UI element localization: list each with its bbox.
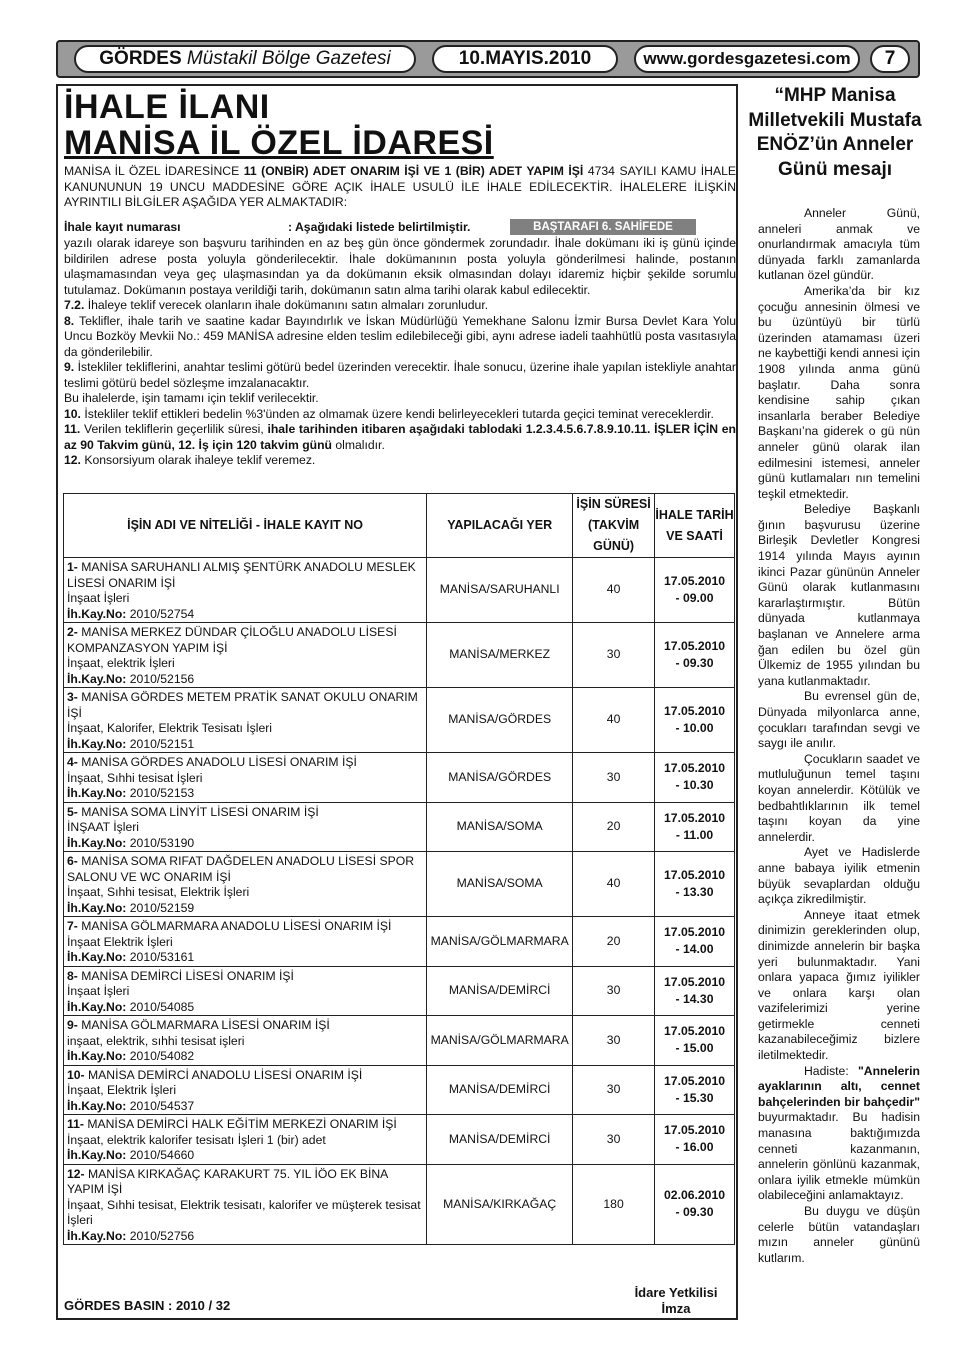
table-row xyxy=(64,1065,735,1115)
clause-bold: ihale tarihinden itibaren aşağıdaki tablodaki 1.2.3.4.5.6.7.8.9.10.11. İŞLER İÇİN en az 90 Takvim günü, 12. İş için 120 takvim günü xyxy=(64,422,736,452)
job-name: MANİSA SOMA RIFAT DAĞDELEN ANADOLU LİSESİ SPOR SALONU VE WC ONARIM İŞİ xyxy=(67,854,415,884)
job-days: 30 xyxy=(573,966,655,1016)
job-cell xyxy=(64,1016,427,1066)
job-place: MANİSA/GÖRDES xyxy=(427,688,573,753)
job-number: 7- xyxy=(67,919,78,933)
table-row xyxy=(64,917,735,967)
tender-time: - 09.30 xyxy=(675,1205,714,1220)
job-place: MANİSA/GÖLMARMARA xyxy=(427,917,573,967)
job-days: 40 xyxy=(573,688,655,753)
clause-10 xyxy=(64,407,736,423)
registry-label: İh.Kay.No: xyxy=(67,736,127,751)
job-datetime xyxy=(655,1065,735,1115)
job-type: İnşaat, Elektrik İşleri xyxy=(67,1083,177,1097)
clause-12 xyxy=(64,453,736,469)
job-place: MANİSA/DEMİRCİ xyxy=(427,966,573,1016)
intro-text-end: 4734 SAYILI KAMU İHALE KANUNUNUN 19 UNCU MADDESİNE GÖRE AÇIK İHALE USULÜ İLE İHALE EDİLECEKTİR. İHALELERE İLİŞKİN AYRINTILI BİLGİLER AŞAĞIDA YER ALMAKTADIR: xyxy=(64,164,737,209)
notice-body xyxy=(64,236,736,469)
registry-number: 2010/54085 xyxy=(129,999,195,1014)
clause-text: Teklifler, ihale tarih ve saatine kadar Bayındırlık ve İskan Müdürlüğü Yemekhane Salonu İzmir Bursa Devlet Kara Yolu Uncu Bozköy Mevkii No.: 459 MANİSA adresine elden teslim edilebileceği gibi, aynı adrese iadeli taahhütlü posta vasıtasıyla da gönderilebilir. xyxy=(64,313,736,359)
clause-text: Konsorsiyum olarak ihaleye teklif veremez. xyxy=(80,453,316,467)
header-name: İŞİN ADI VE NİTELİĞİ - İHALE KAYIT NO xyxy=(64,494,427,558)
clause-text-end: olmalıdır. xyxy=(332,437,385,452)
table-row xyxy=(64,1115,735,1165)
article-paragraph: Belediye Başkanlı ğının başvurusu üzerine Birleşik Devletler Kongresi 1914 yılında Mayıs ayının ikinci Pazar gününün Anneler Günü olarak kutlanmasını kararlaştırmıştır. Bütün dünyada kutlanmaya başlanan ve Annelere arma ğan edilen bu özel gün Ülkemiz de 1955 yılından bu yana kutlanmaktadır. xyxy=(758,502,920,688)
tender-time: - 15.30 xyxy=(675,1090,714,1105)
registry-number: 2010/53190 xyxy=(129,835,195,850)
registry-label: İh.Kay.No: xyxy=(67,900,127,915)
job-title xyxy=(67,969,423,985)
job-cell xyxy=(64,966,427,1016)
job-place: MANİSA/GÖRDES xyxy=(427,753,573,803)
job-title xyxy=(67,755,423,771)
clause-9-extra: Bu ihalelerde, işin tamamı için teklif verilecektir. xyxy=(64,391,319,405)
job-days: 30 xyxy=(573,1115,655,1165)
tender-time: - 14.30 xyxy=(675,991,714,1006)
job-place: MANİSA/KIRKAĞAÇ xyxy=(427,1164,573,1245)
job-cell xyxy=(64,688,427,753)
registry-value: : Aşağıdaki listede belirtilmiştir. xyxy=(288,220,471,234)
clause-number: 8. xyxy=(64,313,75,328)
job-registry xyxy=(67,1000,423,1016)
signature-block xyxy=(618,1285,734,1317)
table-row xyxy=(64,966,735,1016)
job-type: İnşaat Elektrik İşleri xyxy=(67,934,173,949)
notice-authority: MANİSA İL ÖZEL İDARESİ xyxy=(64,124,494,162)
job-number: 12- xyxy=(67,1166,85,1181)
job-title xyxy=(67,1167,423,1198)
registry-label: İh.Kay.No: xyxy=(67,1148,127,1162)
job-number: 9- xyxy=(67,1018,78,1032)
job-datetime xyxy=(655,802,735,852)
registry-label: İh.Kay.No: xyxy=(67,999,127,1014)
tender-date: 17.05.2010 xyxy=(664,1123,726,1138)
clause-9 xyxy=(64,360,736,391)
article-paragraph: Anneye itaat etmek dinimizin gereklerinden olup, dinimizde annelerin bir başka yeri bulunmaktadır. Yani onlara yapaca ğımız iyilikler ve onlara karşı olan vazifelerimizi yerine getirmekle cenneti kazanabileceğimiz bizlere iletilmektedir. xyxy=(758,907,920,1063)
job-registry xyxy=(67,836,423,852)
tender-time: - 15.00 xyxy=(675,1041,714,1056)
tender-date: 17.05.2010 xyxy=(664,574,726,588)
job-datetime xyxy=(655,558,735,623)
job-title xyxy=(67,560,423,591)
tender-date: 17.05.2010 xyxy=(664,704,726,718)
article-paragraph: Amerika’da bir kız çocuğu annesinin ölmesi ve bu üzüntüyü bir türlü üzerinden atamaması üzeri ne kaybettiği kendi annesi için 1908 yılında anma günü başlatır. Daha sonra kendisine sahip çıkan insanlarla beraber Belediye Başkanı’na giderek o gü nün anneler günü olarak ilan edilmesini istemesi, anneler günü kutlamaları nın temelini teşkil etmektedir. xyxy=(758,283,920,501)
tender-time: - 09.00 xyxy=(675,591,714,605)
paper-subtitle: Müstakil Bölge Gazetesi xyxy=(186,48,391,69)
job-days: 30 xyxy=(573,1065,655,1115)
job-registry xyxy=(67,1099,423,1115)
job-type: İnşaat, Kalorifer, Elektrik Tesisatı İşleri xyxy=(67,721,273,735)
header-date: İHALE TARİH VE SAATİ xyxy=(655,494,735,558)
table-header-row xyxy=(64,494,735,558)
job-days: 20 xyxy=(573,917,655,967)
signature-title: İdare Yetkilisi xyxy=(634,1285,718,1300)
job-number: 8- xyxy=(67,968,78,983)
clause-number: 9. xyxy=(64,360,75,374)
tender-time: - 09.30 xyxy=(675,656,714,670)
postal-paragraph: yazılı olarak idareye son başvuru tarihinden en az beş gün önce göndermek zorundadır. İhale dokümanı iki iş günü içinde bildirilen adrese posta yoluyla gönderilecektir. İhale dokümanının posta yoluyla gönderilmesi halinde, postanın ulaşmamasından veya geç ulaşmasından ya da dokümanın eksik olmasından dolayı idaremiz hiçbir şekilde sorumlu tutulamaz. Dokümanın postaya verildiği tarih, dokümanın satın alma tarihi olarak kabul edilecektir. xyxy=(64,236,736,297)
header-place: YAPILACAĞI YER xyxy=(427,494,573,558)
tender-table xyxy=(63,493,735,1245)
tender-date: 02.06.2010 xyxy=(664,1188,726,1203)
tender-date: 17.05.2010 xyxy=(664,810,726,825)
job-number: 5- xyxy=(67,804,78,819)
job-cell xyxy=(64,1115,427,1165)
registry-label: İhale kayıt numarası xyxy=(64,220,181,234)
job-place: MANİSA/MERKEZ xyxy=(427,623,573,688)
registry-number: 2010/52159 xyxy=(129,900,195,915)
job-registry xyxy=(67,950,423,966)
registry-label: İh.Kay.No: xyxy=(67,835,127,850)
paper-name: GÖRDES xyxy=(99,48,182,69)
registry-number: 2010/52756 xyxy=(129,1228,195,1243)
clause-7-2 xyxy=(64,298,736,314)
job-registry xyxy=(67,1049,423,1065)
job-name: MANİSA SARUHANLI ALMIŞ ŞENTÜRK ANADOLU MESLEK LİSESİ ONARIM İŞİ xyxy=(67,560,416,590)
job-datetime xyxy=(655,623,735,688)
job-name: MANİSA DEMİRCİ HALK EĞİTİM MERKEZİ ONARIM İŞİ xyxy=(87,1117,397,1131)
clause-number: 10. xyxy=(64,406,81,421)
job-type: İnşaat, Sıhhi tesisat, Elektrik tesisatı, kalorifer ve müşterek tesisat İşleri xyxy=(67,1197,421,1227)
issue-date: 10.MAYIS.2010 xyxy=(432,45,618,73)
job-name: MANİSA SOMA LİNYİT LİSESİ ONARIM İŞİ xyxy=(81,804,319,819)
job-type: İnşaat İşleri xyxy=(67,591,130,605)
intro-text: MANİSA İL ÖZEL İDARESİNCE xyxy=(64,164,244,178)
article-paragraph: Bu duygu ve düşün celerle bütün vatandaşları mızın anneler gününü kutlarım. xyxy=(758,1204,920,1265)
job-name: MANİSA DEMİRCİ LİSESİ ONARIM İŞİ xyxy=(81,968,294,983)
table-body xyxy=(64,558,735,1245)
job-number: 6- xyxy=(67,854,78,868)
job-days: 20 xyxy=(573,802,655,852)
table-row xyxy=(64,688,735,753)
job-cell xyxy=(64,917,427,967)
article-paragraph: Anneler Günü, anneleri anmak ve onurlandırmak amacıyla tüm dünyada farklı zamanlarda kutlanan özel gündür. xyxy=(758,206,920,283)
article-paragraph: Bu evrensel gün de, Dünyada milyonlarca anne, çocukları tarafından sevgi ve saygı ile anılır. xyxy=(758,689,920,751)
job-title xyxy=(67,690,423,721)
tender-time: - 10.00 xyxy=(675,721,714,735)
job-type: İnşaat, elektrik İşleri xyxy=(67,656,175,670)
registry-number: 2010/52754 xyxy=(129,606,195,621)
job-place: MANİSA/SOMA xyxy=(427,802,573,852)
hadith-intro: Hadiste: xyxy=(804,1063,858,1078)
notice-title: İHALE İLANI xyxy=(64,88,270,126)
sidebar-article xyxy=(758,206,920,1266)
job-days: 180 xyxy=(573,1164,655,1245)
job-name: MANİSA GÖRDES METEM PRATİK SANAT OKULU ONARIM İŞİ xyxy=(67,690,418,720)
tender-date: 17.05.2010 xyxy=(664,974,726,989)
job-number: 10- xyxy=(67,1067,85,1082)
job-title xyxy=(67,854,423,885)
clause-8 xyxy=(64,314,736,361)
clause-text: İstekliler teklif ettikleri bedelin %3'ünden az olmamak üzere kendi belirleyecekleri tutarda geçici teminat vereceklerdir. xyxy=(80,406,714,421)
intro-bold: 11 (ONBİR) ADET ONARIM İŞİ VE 1 (BİR) ADET YAPIM İŞİ xyxy=(243,164,584,178)
job-place: MANİSA/GÖLMARMARA xyxy=(427,1016,573,1066)
job-place: MANİSA/SOMA xyxy=(427,852,573,917)
job-name: MANİSA KIRKAĞAÇ KARAKURT 75. YIL İÖO EK BİNA YAPIM İŞİ xyxy=(67,1166,388,1196)
job-number: 3- xyxy=(67,690,78,704)
job-place: MANİSA/SARUHANLI xyxy=(427,558,573,623)
registry-number: 2010/52153 xyxy=(129,786,195,800)
paper-name-pill xyxy=(74,45,416,73)
job-registry xyxy=(67,786,423,802)
registry-number: 2010/54082 xyxy=(129,1049,195,1063)
table-row xyxy=(64,558,735,623)
registry-label: İh.Kay.No: xyxy=(67,1098,127,1113)
registry-label: İh.Kay.No: xyxy=(67,950,127,964)
table-row xyxy=(64,1164,735,1245)
signature-label: İmza xyxy=(661,1301,691,1316)
job-cell xyxy=(64,852,427,917)
job-days: 30 xyxy=(573,623,655,688)
article-paragraph xyxy=(758,1064,920,1204)
registry-label: İh.Kay.No: xyxy=(67,671,127,686)
job-registry xyxy=(67,1148,423,1164)
notice-intro xyxy=(64,164,736,211)
job-name: MANİSA GÖLMARMARA ANADOLU LİSESİ ONARIM İŞİ xyxy=(81,919,392,933)
clause-number: 12. xyxy=(64,453,81,467)
tender-date: 17.05.2010 xyxy=(664,925,726,940)
registry-number: 2010/52156 xyxy=(129,671,195,686)
job-cell xyxy=(64,623,427,688)
table-row xyxy=(64,1016,735,1066)
job-title xyxy=(67,1068,423,1084)
registry-label: İh.Kay.No: xyxy=(67,606,127,621)
page-number: 7 xyxy=(870,45,910,73)
registry-number: 2010/54537 xyxy=(129,1098,195,1113)
tender-time: - 10.30 xyxy=(675,778,714,793)
job-type: İnşaat, Sıhhi tesisat, Elektrik İşleri xyxy=(67,885,250,899)
job-datetime xyxy=(655,852,735,917)
job-type: inşaat, elektrik, sıhhi tesisat işleri xyxy=(67,1033,245,1048)
hadith-quote: "Annelerin ayaklarının altı, cennet bahçelerinden bir bahçedir" xyxy=(758,1063,920,1109)
continued-banner: BAŞTARAFI 6. SAHİFEDE xyxy=(510,219,696,235)
job-registry xyxy=(67,901,423,917)
job-name: MANİSA GÖLMARMARA LİSESİ ONARIM İŞİ xyxy=(81,1018,330,1032)
clause-text: İhaleye teklif verecek olanların ihale dokümanını satın almaları zorunludur. xyxy=(84,298,489,312)
job-title xyxy=(67,1018,423,1034)
job-title xyxy=(67,1117,423,1133)
table-row xyxy=(64,753,735,803)
job-days: 30 xyxy=(573,753,655,803)
table-row xyxy=(64,852,735,917)
job-days: 30 xyxy=(573,1016,655,1066)
job-days: 40 xyxy=(573,558,655,623)
job-datetime xyxy=(655,1115,735,1165)
registry-number: 2010/52151 xyxy=(129,736,195,751)
tender-date: 17.05.2010 xyxy=(664,1024,726,1039)
tender-time: - 14.00 xyxy=(675,942,714,957)
job-title xyxy=(67,805,423,821)
job-title xyxy=(67,625,423,656)
job-datetime xyxy=(655,1164,735,1245)
registry-number: 2010/53161 xyxy=(129,950,195,964)
job-place: MANİSA/DEMİRCİ xyxy=(427,1065,573,1115)
job-registry xyxy=(67,737,423,753)
job-datetime xyxy=(655,753,735,803)
clause-11 xyxy=(64,422,736,453)
tender-time: - 16.00 xyxy=(675,1140,714,1155)
job-cell xyxy=(64,802,427,852)
job-cell xyxy=(64,1164,427,1245)
tender-date: 17.05.2010 xyxy=(664,868,726,882)
job-number: 4- xyxy=(67,755,78,769)
table-row xyxy=(64,623,735,688)
basin-code: GÖRDES BASIN : 2010 / 32 xyxy=(64,1298,231,1313)
job-type: İnşaat İşleri xyxy=(67,984,130,998)
registry-number: 2010/54660 xyxy=(129,1148,195,1162)
job-datetime xyxy=(655,966,735,1016)
job-number: 11- xyxy=(67,1117,84,1131)
job-type: İnşaat, Sıhhi tesisat İşleri xyxy=(67,770,203,785)
job-type: İnşaat, elektrik kalorifer tesisatı İşleri 1 (bir) adet xyxy=(67,1132,326,1147)
job-registry xyxy=(67,1229,423,1245)
article-paragraph: Çocukların saadet ve mutluluğunun temel taşını koyan annelerdir. Kötülük ve bedbahtlıklarının ilk temel taşını koyan da yine annelerdir. xyxy=(758,751,920,844)
registry-label: İh.Kay.No: xyxy=(67,786,127,800)
job-datetime xyxy=(655,917,735,967)
tender-time: - 11.00 xyxy=(675,827,714,842)
tender-date: 17.05.2010 xyxy=(664,1073,726,1088)
tender-time: - 13.30 xyxy=(675,885,714,899)
job-number: 2- xyxy=(67,625,78,639)
job-number: 1- xyxy=(67,560,78,574)
sidebar-title: “MHP Manisa Milletvekili Mustafa ENÖZ’ün Anneler Günü mesajı xyxy=(748,85,922,180)
clause-text: Verilen tekliflerin geçerlilik süresi, xyxy=(80,422,268,436)
registry-label: İh.Kay.No: xyxy=(67,1228,127,1243)
job-type: İNŞAAT İşleri xyxy=(67,820,140,834)
job-place: MANİSA/DEMİRCİ xyxy=(427,1115,573,1165)
job-name: MANİSA GÖRDES ANADOLU LİSESİ ONARIM İŞİ xyxy=(81,755,357,769)
job-cell xyxy=(64,1065,427,1115)
job-days: 40 xyxy=(573,852,655,917)
article-paragraph: Ayet ve Hadislerde anne babaya iyilik etmenin büyük sevaplardan olduğu açıkça zikredilmiştir. xyxy=(758,845,920,907)
website-link[interactable]: www.gordesgazetesi.com xyxy=(634,45,860,73)
job-datetime xyxy=(655,1016,735,1066)
job-cell xyxy=(64,558,427,623)
job-name: MANİSA DEMİRCİ ANADOLU LİSESİ ONARIM İŞİ xyxy=(88,1067,363,1082)
job-registry xyxy=(67,607,423,623)
job-registry xyxy=(67,672,423,688)
tender-date: 17.05.2010 xyxy=(664,761,726,776)
clause-number: 11. xyxy=(64,422,81,436)
clause-text: İstekliler tekliflerini, anahtar teslimi götürü bedel üzerinden verecektir. İhale sonucu, üzerine ihale yapılan istekliyle anahtar teslimi götürü bedel sözleşme imzalanacaktır. xyxy=(64,360,736,390)
job-datetime xyxy=(655,688,735,753)
tender-date: 17.05.2010 xyxy=(664,639,726,653)
hadith-comment: buyurmaktadır. Bu hadisin manasına baktığımızda cenneti kazanmanın, annelerin gönlünü kazanmak, onlara iyilik etmekle mümkün olabileceğini anlamaktayız. xyxy=(758,1110,920,1203)
clause-number: 7.2. xyxy=(64,298,85,312)
job-title xyxy=(67,919,423,935)
table-row xyxy=(64,802,735,852)
header-days: İŞİN SÜRESİ (TAKVİM GÜNÜ) xyxy=(573,494,655,558)
job-name: MANİSA MERKEZ DÜNDAR ÇİLOĞLU ANADOLU LİSESİ KOMPANZASYON YAPIM İŞİ xyxy=(67,625,397,655)
job-cell xyxy=(64,753,427,803)
registry-label: İh.Kay.No: xyxy=(67,1049,127,1063)
